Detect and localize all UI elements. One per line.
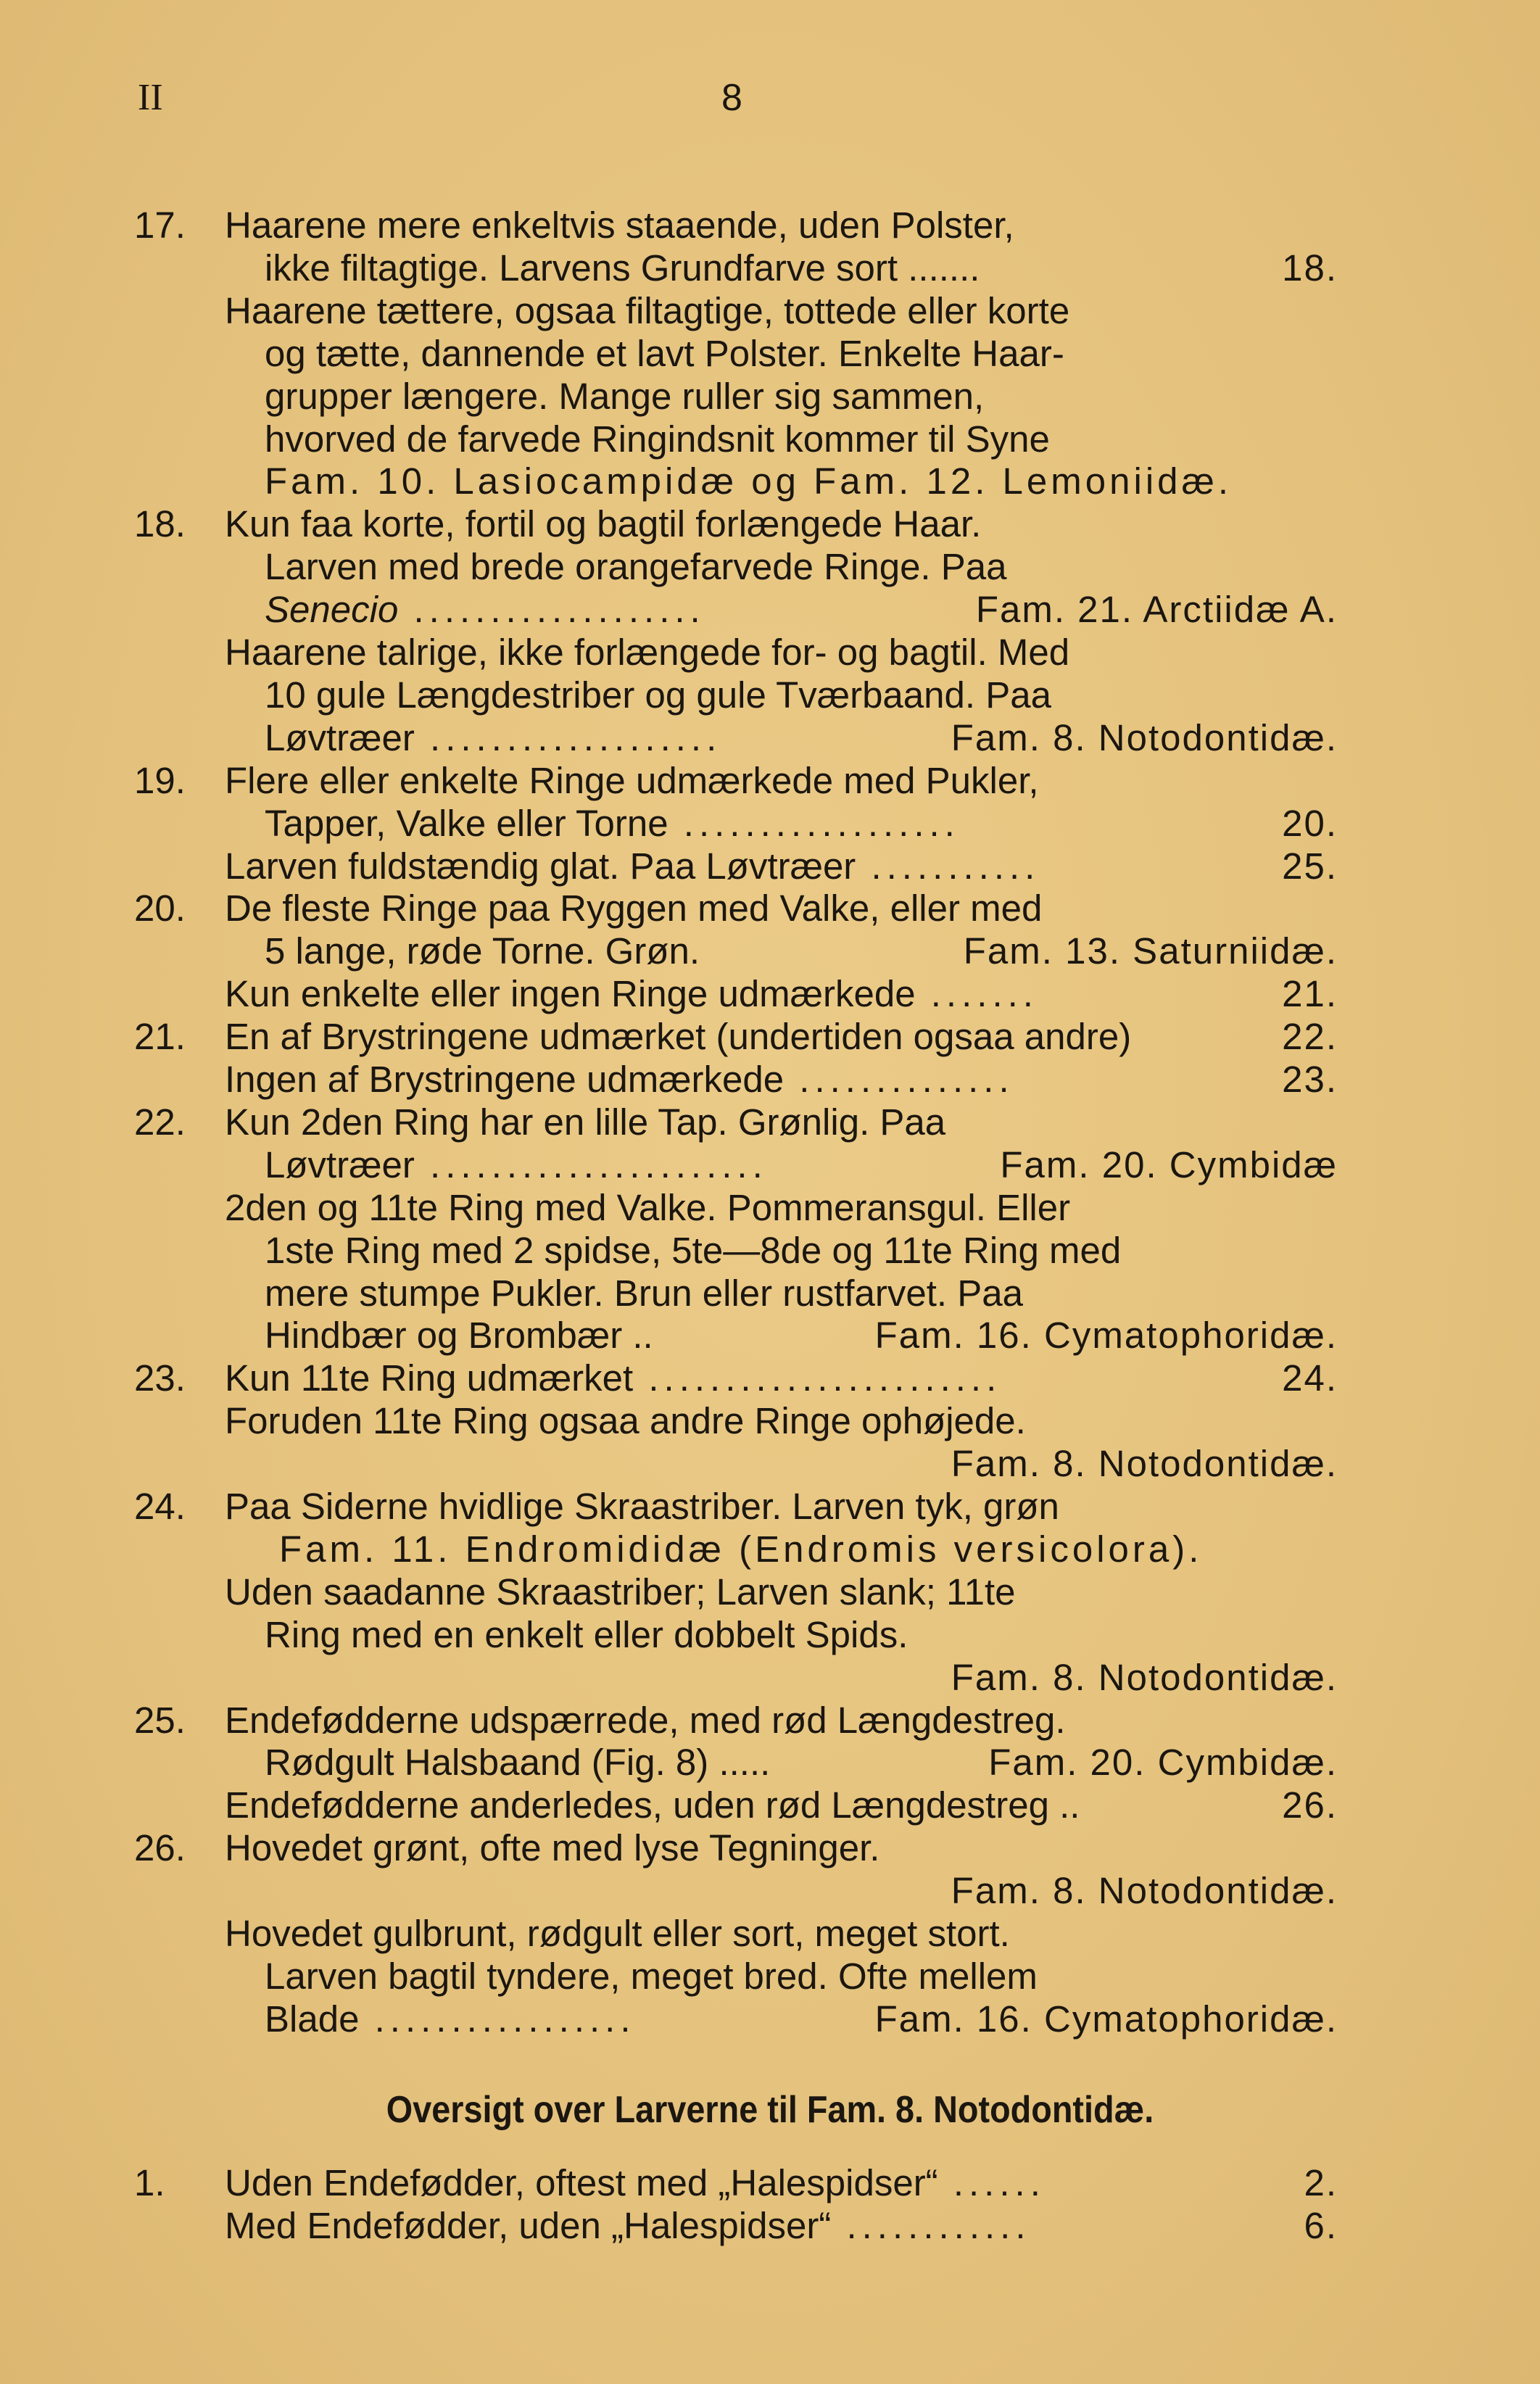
line-text: [265, 545, 1007, 589]
line-text: [225, 2203, 1031, 2248]
reference: 23.: [1282, 1059, 1338, 1100]
line-text: [225, 289, 1069, 334]
line-text: [265, 801, 960, 846]
line-text: [225, 1911, 1010, 1956]
line-text: [265, 1954, 1038, 1999]
line-text: [265, 1613, 908, 1657]
text-line: [134, 1057, 1338, 1102]
line-text-content: Uden Endefødder, oftest med „Halespidser“: [225, 2162, 938, 2203]
text-line: [134, 1100, 1338, 1145]
text-line: [134, 1228, 1338, 1273]
line-text: [225, 1356, 1001, 1401]
leader-dots: ..............: [784, 1059, 1014, 1100]
line-text: [225, 1698, 1066, 1743]
reference: Fam. 16. Cymatophoridæ.: [874, 1315, 1338, 1357]
line-text-content: Hovedet grønt, ofte med lyse Tegninger.: [225, 1827, 880, 1869]
leader-dots: ......: [937, 2162, 1046, 2203]
line-text: [265, 1143, 768, 1188]
line-text-content: hvorved de farvede Ringindsnit kommer til Syne: [265, 418, 1050, 460]
entry-number: 26.: [134, 1827, 186, 1869]
entry-number: 20.: [134, 887, 186, 930]
text-line: [134, 844, 1338, 889]
line-text-content: og tætte, dannende et lavt Polster. Enkelte Haar-: [265, 332, 1064, 374]
italic-text: Senecio: [265, 589, 399, 631]
line-text: [225, 2161, 1046, 2206]
line-text-content: 2den og 11te Ring med Valke. Pommeransgul. Eller: [225, 1186, 1071, 1228]
line-text: [265, 1997, 636, 2042]
entry-number: 17.: [134, 204, 186, 246]
reference: 22.: [1282, 1016, 1338, 1058]
text-line: [134, 502, 1338, 547]
text-line: [134, 1441, 1338, 1486]
line-text: [265, 246, 980, 291]
entry-number: 18.: [134, 503, 186, 545]
reference: Fam. 8. Notodontidæ.: [951, 1870, 1338, 1912]
reference: 2.: [1304, 2162, 1338, 2203]
line-text-content: Larven bagtil tyndere, meget bred. Ofte mellem: [265, 1955, 1038, 1997]
reference: Fam. 13. Saturniidæ.: [963, 930, 1338, 972]
line-text-content: Kun faa korte, fortil og bagtil forlængede Haar.: [225, 503, 982, 545]
reference: 20.: [1282, 802, 1338, 844]
entry-number: 25.: [134, 1699, 186, 1741]
line-text: [225, 203, 1014, 248]
reference: 26.: [1282, 1784, 1338, 1826]
line-text: [225, 1100, 945, 1145]
line-text: [279, 1527, 1202, 1572]
text-line: [134, 1740, 1338, 1785]
line-text-content: Ring med en enkelt eller dobbelt Spids.: [265, 1613, 908, 1655]
leader-dots: .......: [915, 973, 1038, 1015]
entry-number: 22.: [134, 1101, 186, 1143]
text-line: [134, 459, 1338, 504]
line-text: [225, 1399, 1026, 1444]
text-line: [134, 1826, 1338, 1871]
line-text-content: Endefødderne udspærrede, med rød Længdestreg.: [225, 1699, 1066, 1741]
entry-number: 24.: [134, 1486, 186, 1527]
line-text: [225, 972, 1038, 1017]
line-text: [265, 673, 1051, 718]
entry-number: 23.: [134, 1357, 186, 1399]
line-text: [225, 1484, 1059, 1529]
line-text-content: mere stumpe Pukler. Brun eller rustfarvet. Paa: [265, 1272, 1023, 1314]
line-text: [265, 1271, 1023, 1316]
reference: 24.: [1282, 1357, 1338, 1399]
section-heading: Oversigt over Larverne til Fam. 8. Notodontidæ.: [386, 2089, 1154, 2131]
text-line: [134, 1527, 1338, 1572]
leader-dots: ..................: [668, 802, 960, 844]
page-number: 8: [721, 77, 742, 119]
text-line: [134, 417, 1338, 462]
text-line: [134, 716, 1338, 761]
line-text: [265, 459, 1232, 504]
reference: Fam. 16. Cymatophoridæ.: [874, 1998, 1338, 2040]
text-line: [134, 1313, 1338, 1358]
reference: 21.: [1282, 973, 1338, 1015]
line-text-content: En af Brystringene udmærket (undertiden ogsaa andre): [225, 1016, 1132, 1058]
text-line: [134, 374, 1338, 419]
text-line: [134, 1868, 1338, 1913]
line-text: [265, 929, 700, 974]
line-text-content: Kun enkelte eller ingen Ringe udmærkede: [225, 973, 916, 1015]
line-text-content: Blade: [265, 1998, 360, 2040]
line-text-content: Endefødderne anderledes, uden rød Længdestreg ..: [225, 1784, 1080, 1826]
leader-dots: .................: [359, 1998, 636, 2040]
reference: 25.: [1282, 845, 1338, 887]
line-text-content: Larven fuldstændig glat. Paa Løvtræer: [225, 845, 856, 887]
line-text-content: Hovedet gulbrunt, rødgult eller sort, meget stort.: [225, 1913, 1010, 1954]
line-text-content: Flere eller enkelte Ringe udmærkede med Pukler,: [225, 759, 1039, 801]
reference: Fam. 20. Cymbidæ: [1000, 1143, 1338, 1185]
text-line: [134, 801, 1338, 846]
text-line: [134, 545, 1338, 589]
leader-dots: .......................: [633, 1357, 1002, 1399]
text-line: [134, 1356, 1338, 1401]
line-text-content: Foruden 11te Ring ogsaa andre Ringe ophøjede.: [225, 1400, 1026, 1442]
text-line: [134, 1613, 1338, 1657]
line-text: [225, 1570, 1016, 1615]
text-line: [134, 1271, 1338, 1316]
line-text-content: Haarene mere enkeltvis staaende, uden Polster,: [225, 204, 1014, 246]
line-text-content: 5 lange, røde Torne. Grøn.: [265, 930, 700, 972]
text-line: [134, 758, 1338, 803]
line-text-content: Løvtræer: [265, 1143, 415, 1185]
line-text: [225, 1185, 1070, 1230]
text-line: [134, 630, 1338, 675]
reference: 6.: [1304, 2204, 1338, 2246]
text-line: [134, 1655, 1338, 1700]
text-line: [134, 1997, 1338, 2042]
text-line: [134, 1783, 1338, 1828]
line-text: [225, 1826, 879, 1871]
line-text: [265, 716, 721, 761]
text-line: [134, 1185, 1338, 1230]
text-line: [134, 1911, 1338, 1956]
line-text: [265, 1228, 1121, 1273]
line-text-content: Haarene tættere, ogsaa filtagtige, tottede eller korte: [225, 289, 1070, 331]
entry-number: 21.: [134, 1016, 186, 1058]
line-text-content: grupper længere. Mange ruller sig sammen,: [265, 375, 985, 417]
line-text-content: Med Endefødder, uden „Halespidser“: [225, 2204, 832, 2246]
line-text-content: Kun 11te Ring udmærket: [225, 1357, 634, 1399]
line-text-content: Kun 2den Ring har en lille Tap. Grønlig. Paa: [225, 1101, 946, 1143]
text-line: [134, 1014, 1338, 1059]
line-text-content: 10 gule Længdestriber og gule Tværbaand. Paa: [265, 674, 1051, 716]
text-line: [134, 673, 1338, 718]
text-line: [134, 203, 1338, 248]
line-text: [265, 374, 984, 419]
line-text-content: 1ste Ring med 2 spidse, 5te—8de og 11te Ring med: [265, 1229, 1122, 1271]
line-text-content: Uden saadanne Skraastriber; Larven slank; 11te: [225, 1570, 1016, 1613]
text-line: [134, 246, 1338, 291]
leader-dots: ......................: [414, 1143, 768, 1185]
text-line: [134, 289, 1338, 334]
text-line: [134, 1399, 1338, 1444]
text-line: [134, 929, 1338, 974]
line-text-content: ikke filtagtige. Larvens Grundfarve sort .......: [265, 247, 980, 289]
line-text: [225, 1783, 1080, 1828]
reference: Fam. 8. Notodontidæ.: [951, 1656, 1338, 1698]
line-text: [225, 1057, 1014, 1102]
line-text: [265, 331, 1064, 376]
line-text-content: Hindbær og Brombær ..: [265, 1315, 653, 1357]
line-text-content: Tapper, Valke eller Torne: [265, 802, 668, 844]
leader-dots: ...........: [856, 845, 1040, 887]
line-text: [225, 886, 1042, 931]
text-line: [134, 886, 1338, 931]
text-line: [134, 587, 1338, 632]
line-text-content: Fam. 10. Lasiocampidæ og Fam. 12. Lemoniidæ.: [265, 460, 1233, 502]
reference: Fam. 21. Arctiidæ A.: [975, 589, 1338, 631]
text-line: [134, 1954, 1338, 1999]
reference: Fam. 8. Notodontidæ.: [951, 1443, 1338, 1485]
line-text: [225, 502, 981, 547]
text-line: [134, 1698, 1338, 1743]
entry-number: 1.: [134, 2162, 165, 2203]
text-line: [134, 331, 1338, 376]
reference: 18.: [1282, 247, 1338, 289]
text-line: [134, 2203, 1338, 2248]
line-text-content: Haarene talrige, ikke forlængede for- og bagtil. Med: [225, 632, 1070, 673]
leader-dots: ............: [831, 2204, 1031, 2246]
reference: Fam. 8. Notodontidæ.: [951, 716, 1338, 758]
leader-dots: ...................: [398, 589, 705, 631]
chapter-roman-numeral: II: [138, 77, 163, 118]
line-text-content: Rødgult Halsbaand (Fig. 8) .....: [265, 1742, 771, 1784]
line-text-content: De fleste Ringe paa Ryggen med Valke, eller med: [225, 887, 1043, 930]
leader-dots: ...................: [414, 716, 722, 758]
reference: Fam. 20. Cymbidæ.: [988, 1742, 1338, 1784]
text-line: [134, 1143, 1338, 1188]
line-text: [225, 1014, 1131, 1059]
line-text: [265, 1313, 653, 1358]
text-line: [134, 2161, 1338, 2206]
line-text: [265, 1740, 770, 1785]
text-line: [134, 1484, 1338, 1529]
text-line: [134, 972, 1338, 1017]
line-text-content: Paa Siderne hvidlige Skraastriber. Larven tyk, grøn: [225, 1486, 1059, 1527]
line-text: [225, 844, 1040, 889]
line-text: [225, 630, 1069, 675]
line-text-content: Larven med brede orangefarvede Ringe. Paa: [265, 546, 1007, 588]
entry-number: 19.: [134, 759, 186, 801]
line-text: [225, 758, 1039, 803]
line-text: [265, 417, 1050, 462]
line-text-content: Ingen af Brystringene udmærkede: [225, 1059, 785, 1100]
text-line: [134, 1570, 1338, 1615]
line-text: [265, 587, 705, 632]
line-text-content: Fam. 11. Endromididæ (Endromis versicolora).: [279, 1528, 1203, 1570]
line-text-content: Løvtræer: [265, 716, 415, 758]
